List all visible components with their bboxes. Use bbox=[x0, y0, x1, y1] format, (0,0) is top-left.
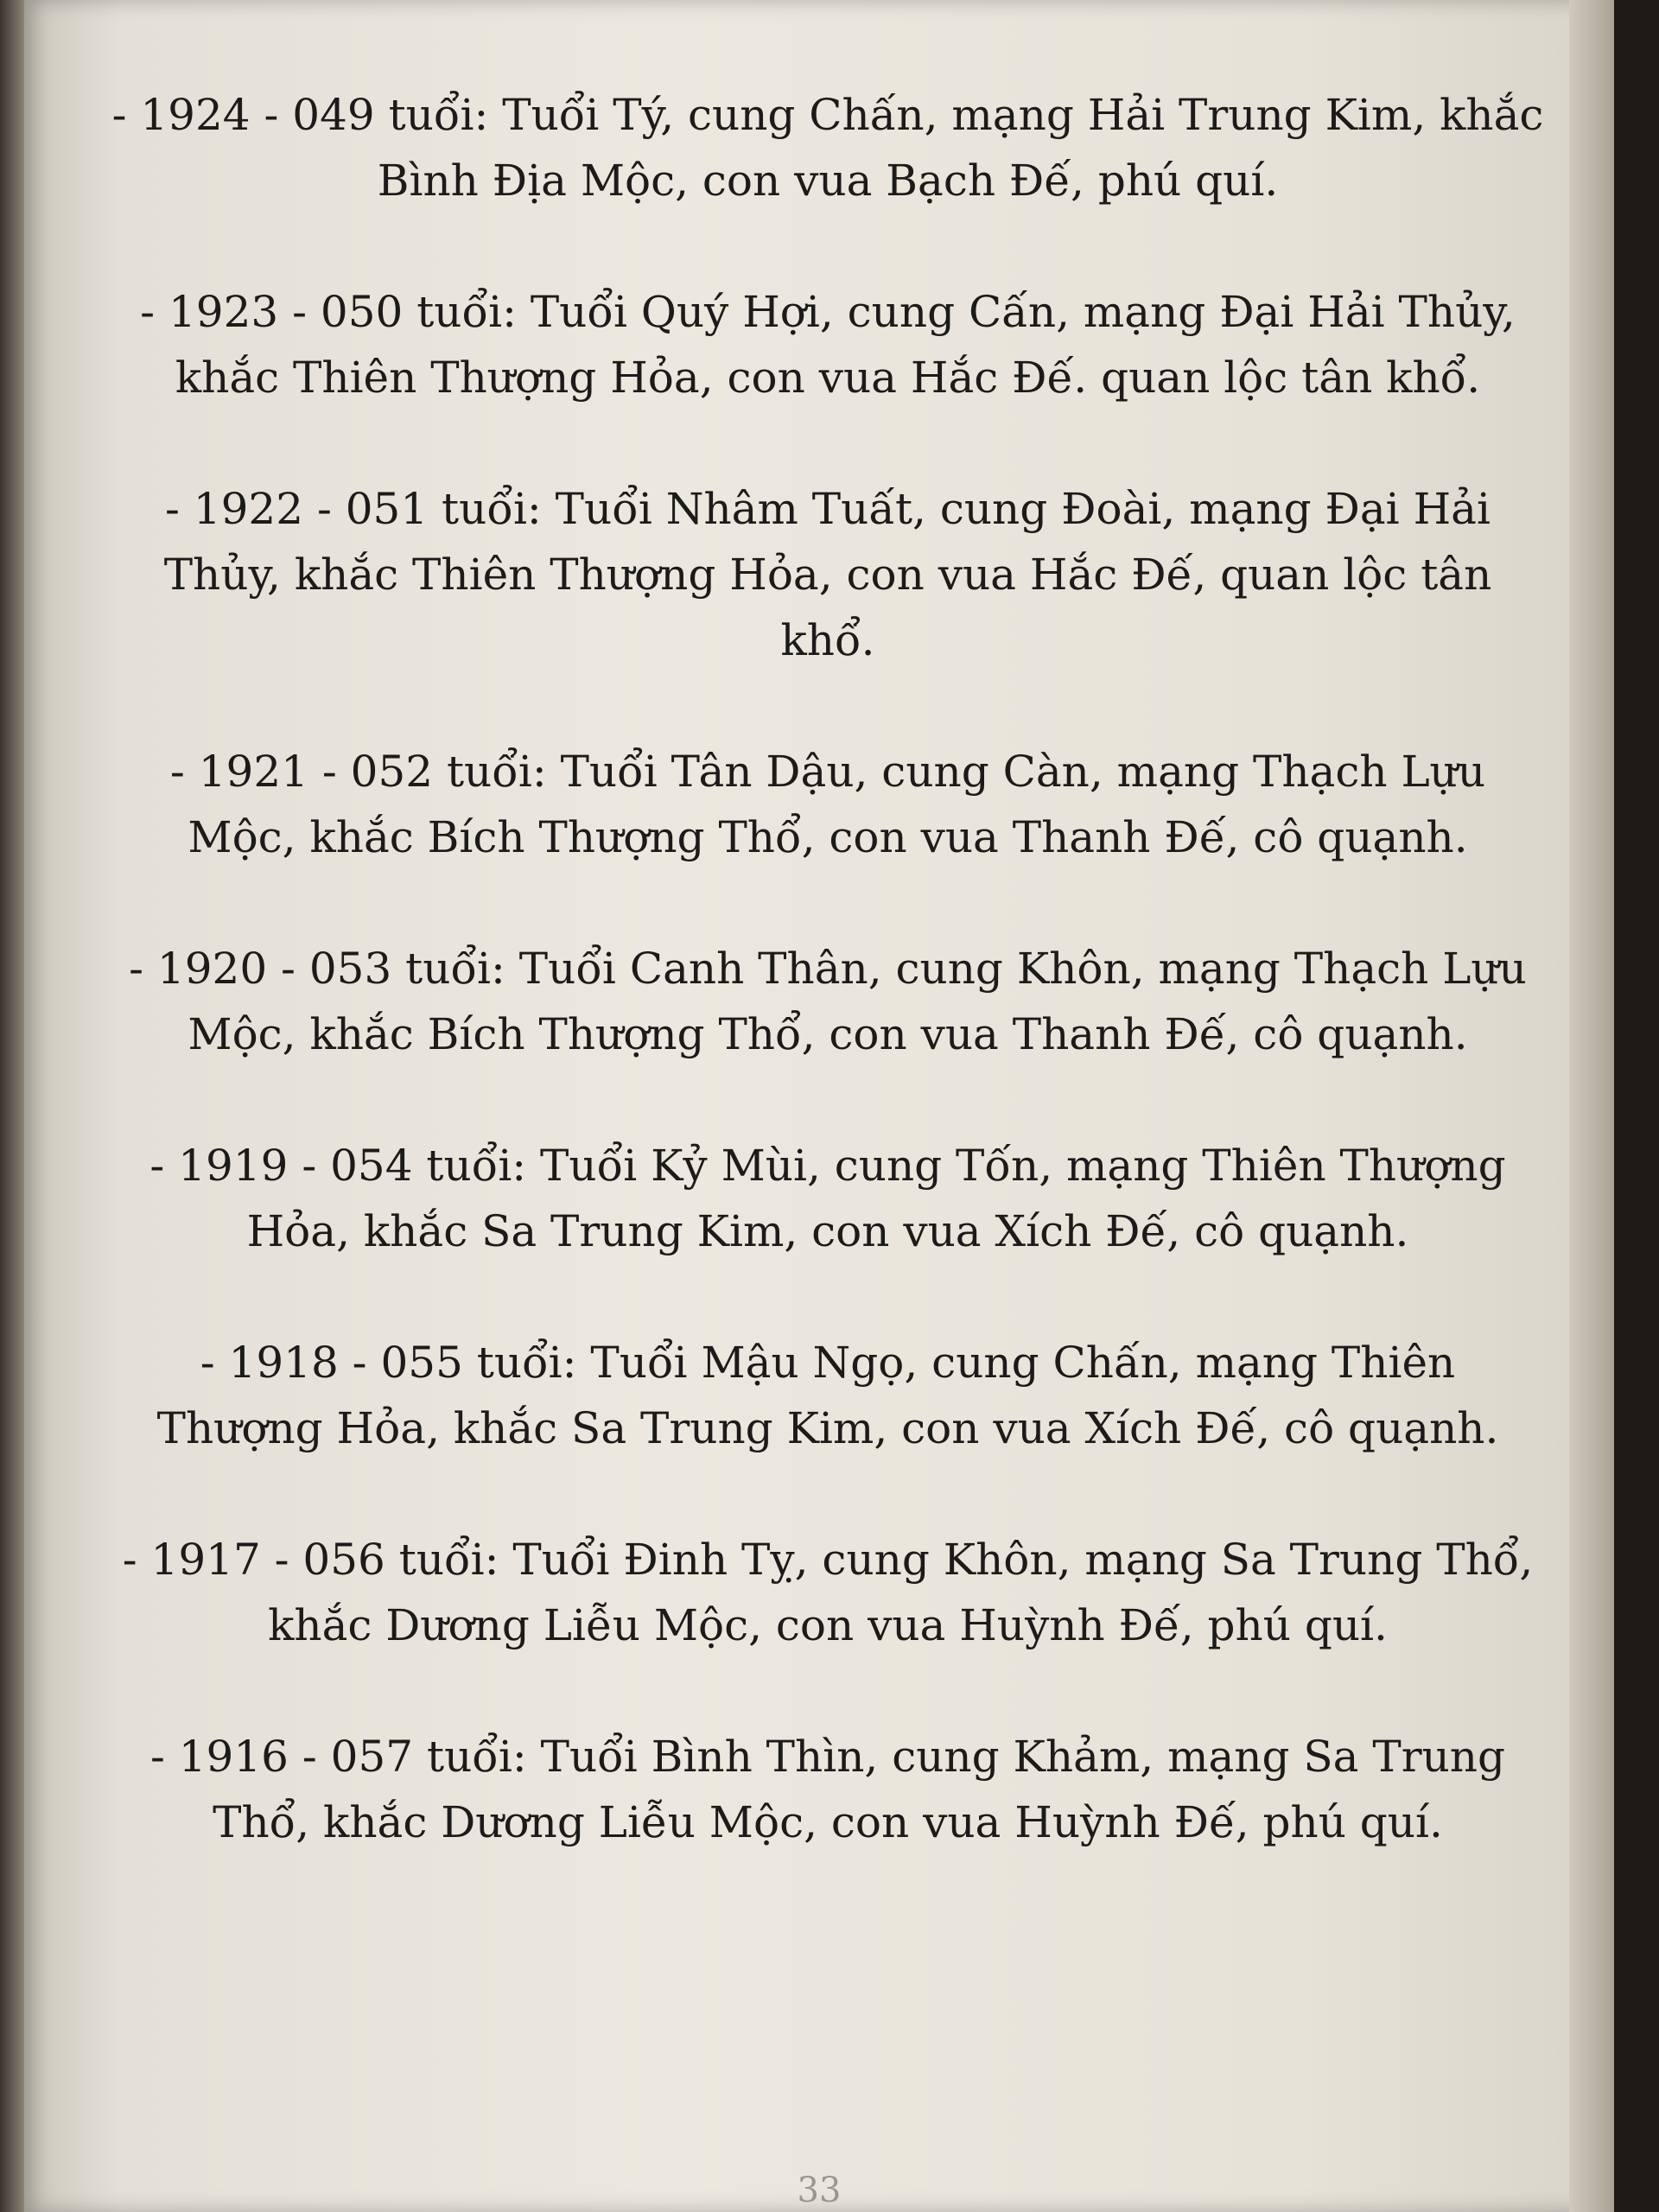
page-number: 33 bbox=[797, 2171, 842, 2210]
entry-1919: - 1919 - 054 tuổi: Tuổi Kỷ Mùi, cung Tốn, mạng Thiên Thượng Hỏa, khắc Sa Trung Kim, con vua Xích Đế, cô quạnh. bbox=[149, 1141, 1506, 1256]
entry-1921: - 1921 - 052 tuổi: Tuổi Tân Dậu, cung Càn, mạng Thạch Lựu Mộc, khắc Bích Thượng Thổ, con vua Thanh Đế, cô quạnh. bbox=[169, 747, 1486, 862]
entry-1924: - 1924 - 049 tuổi: Tuổi Tý, cung Chấn, mạng Hải Trung Kim, khắc Bình Địa Mộc, con vua Bạch Đế, phú quí. bbox=[111, 90, 1544, 206]
entry-1920: - 1920 - 053 tuổi: Tuổi Canh Thân, cung Khôn, mạng Thạch Lựu Mộc, khắc Bích Thượng Thổ, con vua Thanh Đế, cô quạnh. bbox=[129, 944, 1527, 1059]
book-spine-shadow bbox=[0, 0, 24, 2212]
page-edge bbox=[1569, 0, 1614, 2212]
book-page bbox=[24, 0, 1614, 2212]
page-text-block bbox=[111, 82, 1545, 1855]
entry-1918: - 1918 - 055 tuổi: Tuổi Mậu Ngọ, cung Chấn, mạng Thiên Thượng Hỏa, khắc Sa Trung Kim, con vua Xích Đế, cô quạnh. bbox=[156, 1338, 1499, 1453]
entry-1916: - 1916 - 057 tuổi: Tuổi Bình Thìn, cung Khảm, mạng Sa Trung Thổ, khắc Dương Liễu Mộc, con vua Huỳnh Đế, phú quí. bbox=[149, 1732, 1506, 1847]
entry-1922: - 1922 - 051 tuổi: Tuổi Nhâm Tuất, cung Đoài, mạng Đại Hải Thủy, khắc Thiên Thượng Hỏa, con vua Hắc Đế, quan lộc tân khổ. bbox=[163, 484, 1492, 665]
entry-1917: - 1917 - 056 tuổi: Tuổi Đinh Tỵ, cung Khôn, mạng Sa Trung Thổ, khắc Dương Liễu Mộc, con vua Huỳnh Đế, phú quí. bbox=[122, 1535, 1534, 1650]
entry-1923: - 1923 - 050 tuổi: Tuổi Quý Hợi, cung Cấn, mạng Đại Hải Thủy, khắc Thiên Thượng Hỏa, con vua Hắc Đế. quan lộc tân khổ. bbox=[140, 287, 1516, 403]
